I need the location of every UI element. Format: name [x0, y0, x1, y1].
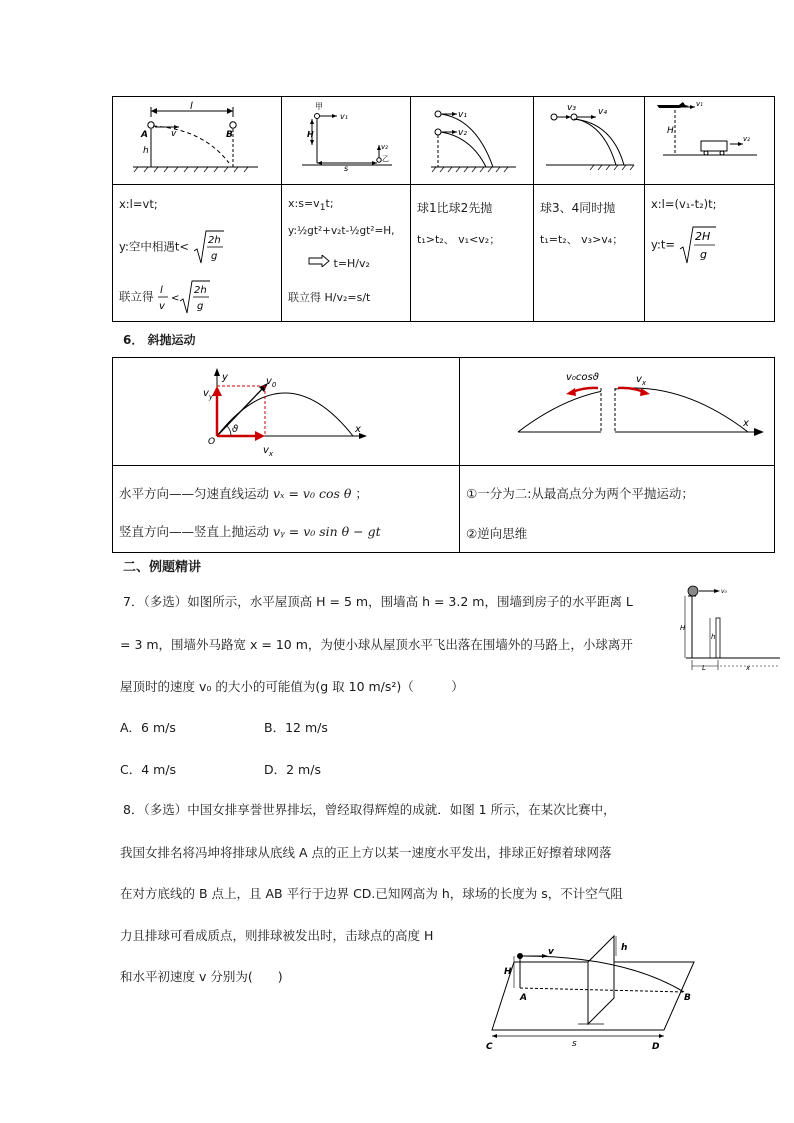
case4-text	[534, 185, 645, 322]
case4-line1: 球3、4同时抛	[540, 201, 616, 215]
svg-text:g: g	[699, 248, 707, 261]
case2-line1-c: t;	[325, 197, 334, 210]
q7-label-h: h	[711, 633, 716, 641]
oblique-right-label-vx	[636, 374, 647, 387]
oblique-tip1: ①一分为二:从最高点分为两个平抛运动；	[466, 486, 694, 501]
projectile-cases-table	[112, 96, 775, 322]
oblique-label-vx-sub: x	[268, 450, 274, 458]
oblique-label-vx	[263, 445, 274, 458]
q7-label-v0: v₀	[721, 588, 727, 595]
case1-label-h: h	[143, 146, 149, 156]
case3-label-v2: v₂	[458, 128, 467, 138]
q8-label-C: C	[486, 1042, 493, 1052]
oblique-label-v0-main: v	[266, 376, 272, 387]
oblique-vertical-line	[119, 522, 381, 540]
case2-line4: 联立得 H/v₂=s/t	[288, 291, 371, 304]
oblique-right-text	[460, 466, 775, 553]
case2-label-H: H	[307, 130, 314, 139]
oblique-right-figure	[460, 358, 775, 466]
q7-option-c[interactable]: C．4 m/s	[120, 762, 177, 777]
q7-figure	[676, 582, 784, 672]
oblique-label-O: O	[208, 437, 216, 447]
q8-label-h: h	[621, 943, 628, 953]
case3-line1: 球1比球2先抛	[417, 201, 493, 215]
case2-label-yi: 乙	[382, 155, 389, 163]
case2-figure	[282, 97, 411, 185]
case5-figure	[645, 97, 775, 185]
oblique-horizontal-post: ；	[355, 486, 368, 501]
case4-figure	[534, 97, 645, 185]
q8-label-v: v	[548, 947, 554, 957]
case3-line2: t₁>t₂、 v₁<v₂；	[417, 233, 501, 246]
case5-label-v2: v₂	[743, 135, 750, 143]
case2-line1	[288, 197, 334, 213]
case1-line3	[119, 279, 211, 315]
oblique-horizontal-line	[119, 484, 368, 502]
oblique-label-vy	[203, 388, 214, 401]
case3-text	[411, 185, 534, 322]
q7-option-a[interactable]: A．6 m/s	[120, 720, 176, 735]
q7-line1: 7．（多选）如图所示，水平屋顶高 H = 5 m，围墙高 h = 3.2 m，围墙到房子的水平距离 L	[123, 594, 633, 609]
q8-line5: 和水平初速度 v 分别为( )	[120, 969, 283, 984]
svg-text:2h: 2h	[194, 285, 207, 296]
q8-line1: 8．（多选）中国女排享誉世界排坛，曾经取得辉煌的成就．如图 1 所示，在某次比赛中，	[123, 802, 616, 817]
q7-label-H: H	[680, 624, 686, 632]
svg-text:v: v	[159, 301, 166, 312]
oblique-horizontal-formula: vₓ = v₀ cos θ	[273, 486, 352, 501]
case2-line2: y:½gt²+v₂t-½gt²=H,	[288, 225, 395, 237]
case2-line1-sub: 1	[319, 202, 326, 214]
case1-figure	[113, 97, 282, 185]
oblique-label-vx-main: v	[263, 445, 269, 456]
q8-label-s: s	[572, 1039, 577, 1049]
q8-label-H: H	[504, 967, 512, 977]
fraction-l-over-v	[157, 279, 211, 315]
case1-line3-text: 联立得	[119, 289, 154, 304]
case2-line3	[308, 255, 370, 270]
q7-option-b[interactable]: B．12 m/s	[264, 720, 328, 735]
svg-text:g: g	[197, 301, 204, 312]
case5-label-v1: v₁	[696, 100, 703, 108]
oblique-right-label-vx-main: v	[636, 374, 642, 385]
case4-label-v4: v₄	[598, 107, 607, 117]
case4-label-v3: v₃	[567, 103, 576, 113]
q8-label-B: B	[684, 993, 691, 1003]
section2-title: 二、例题精讲	[123, 560, 202, 575]
case2-line1-a: x:s=v	[288, 197, 320, 210]
q7-label-x: x	[746, 664, 751, 672]
case3-label-v1: v₁	[458, 110, 467, 120]
oblique-left-figure	[113, 358, 460, 466]
q7-label-L: L	[702, 664, 706, 672]
oblique-tip2: ②逆向思维	[466, 526, 528, 541]
oblique-right-label-vx-sub: x	[641, 379, 647, 387]
oblique-label-v0-sub: 0	[271, 381, 277, 389]
oblique-label-y: y	[222, 372, 228, 383]
oblique-label-vy-sub: y	[208, 393, 214, 401]
oblique-left-text	[113, 466, 460, 553]
svg-text:2H: 2H	[694, 230, 710, 243]
oblique-label-vy-main: v	[203, 388, 209, 399]
case2-label-jia: 甲	[315, 102, 323, 111]
case1-label-B: B	[226, 130, 233, 140]
case3-figure	[411, 97, 534, 185]
oblique-projectile-table	[112, 357, 775, 553]
section6-title: 6． 斜抛运动	[123, 333, 196, 347]
case2-text	[282, 185, 411, 322]
q8-line3: 在对方底线的 B 点上，且 AB 平行于边界 CD.已知网高为 h，球场的长度为 s，不计空气阻	[120, 886, 623, 901]
case2-label-v2: v₂	[381, 143, 388, 151]
svg-text:g: g	[210, 251, 218, 262]
case1-text	[113, 185, 282, 322]
q8-label-D: D	[652, 1042, 660, 1052]
implies-arrow-icon	[308, 255, 330, 267]
q8-line2: 我国女排名将冯坤将排球从底线 A 点的正上方以某一速度水平发出，排球正好擦着球网落	[120, 845, 612, 860]
oblique-vertical-label: 竖直方向——竖直上抛运动	[119, 524, 270, 539]
case5-line1: x:l=(v₁-t₂)t;	[651, 197, 717, 211]
oblique-label-x: x	[355, 424, 361, 435]
oblique-horizontal-label: 水平方向——匀速直线运动	[119, 486, 270, 501]
q7-option-d[interactable]: D．2 m/s	[264, 762, 321, 777]
case2-line3-text: t=H/v₂	[333, 257, 370, 270]
q8-line4: 力且排球可看成质点，则排球被发出时，击球点的高度 H	[120, 928, 434, 943]
svg-text:<: <	[171, 293, 180, 304]
case1-label-A: A	[141, 130, 148, 140]
case5-line2-text: y:t=	[651, 237, 675, 252]
case1-label-l: l	[190, 101, 193, 112]
case1-line2	[119, 229, 225, 265]
case5-text	[645, 185, 775, 322]
case4-line2: t₁=t₂、 v₃>v₄；	[540, 233, 624, 246]
oblique-right-label-x: x	[743, 418, 749, 429]
q8-figure	[484, 932, 710, 1056]
case2-label-v1: v₁	[340, 112, 348, 121]
case1-label-v: v	[171, 129, 177, 139]
case5-label-H: H	[667, 126, 674, 136]
oblique-label-theta: ϑ	[232, 424, 239, 435]
case1-line2-text: y:空中相遇t<	[119, 239, 189, 254]
oblique-vertical-formula: vᵧ = v₀ sin θ − gt	[273, 524, 381, 539]
q7-line2: = 3 m，围墙外马路宽 x = 10 m，为使小球从屋顶水平飞出落在围墙外的马路上，小球离开	[120, 637, 633, 652]
q7-line3: 屋顶时的速度 v₀ 的大小的可能值为(g 取 10 m/s²)（ ）	[120, 679, 464, 694]
sqrt-2h-over-g	[193, 229, 225, 265]
q8-label-A: A	[520, 993, 527, 1003]
oblique-label-v0cos: v₀cosϑ	[566, 372, 599, 383]
case1-line1: x:l=vt;	[119, 197, 158, 211]
sqrt-2H-over-g	[679, 225, 717, 265]
svg-text:2h: 2h	[207, 235, 221, 246]
case2-label-s: s	[344, 164, 349, 173]
oblique-label-v0	[266, 376, 277, 389]
case5-line2	[651, 225, 717, 265]
svg-text:l: l	[160, 285, 163, 296]
